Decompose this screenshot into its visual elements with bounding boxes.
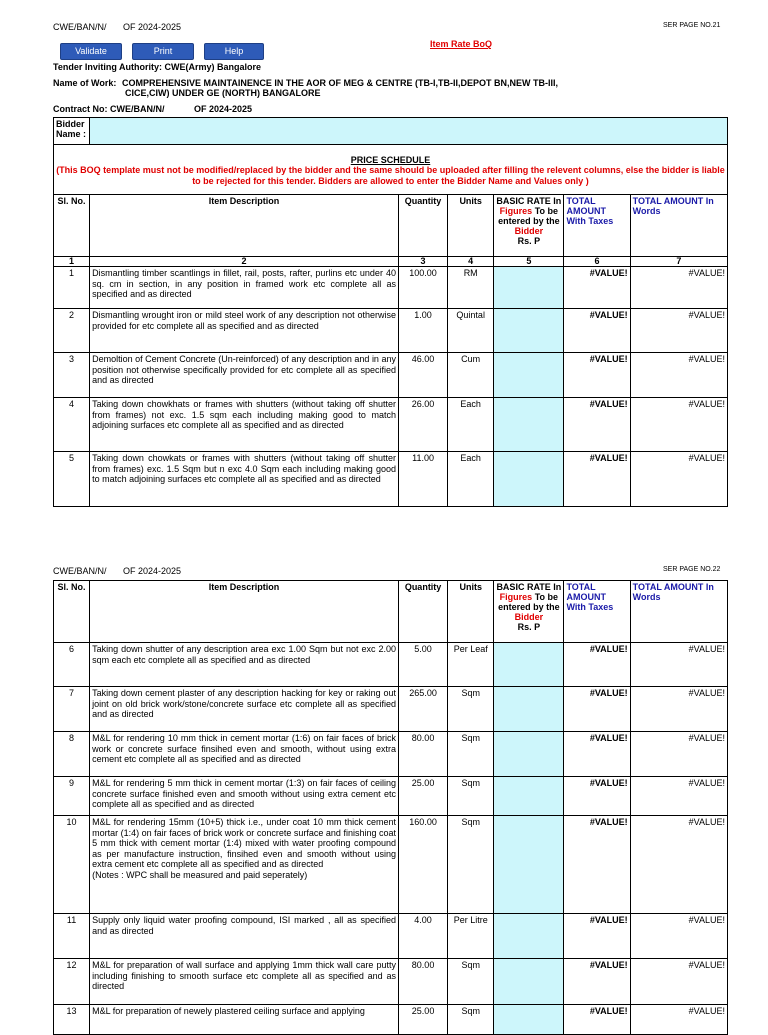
rate-input[interactable]: [494, 309, 564, 353]
units-cell: Per Leaf: [448, 643, 494, 687]
quantity-cell: 100.00: [398, 267, 447, 309]
ref-number-2: CWE/BAN/N/: [53, 566, 107, 576]
description-cell: Dismantling wrought iron or mild steel work of any description not otherwise provided for etc complete all as specified and as directed: [90, 309, 399, 353]
words-cell: #VALUE!: [630, 687, 727, 732]
sl-cell: 2: [54, 309, 90, 353]
ref-number: CWE/BAN/N/: [53, 22, 107, 32]
units-cell: Sqm: [448, 732, 494, 777]
units-cell: Per Litre: [448, 914, 494, 959]
sl-cell: 4: [54, 398, 90, 452]
description-cell: Dismantling timber scantlings in fillet, rail, posts, rafter, purlins etc under 40 sq. cm in section, in any position in framed work etc complete all as specified and as directed: [90, 267, 399, 309]
ref-year-2: OF 2024-2025: [123, 566, 182, 576]
description-cell: Supply only liquid water proofing compound, ISI marked , all as specified and as directed: [90, 914, 399, 959]
sl-cell: 6: [54, 643, 90, 687]
quantity-cell: 4.00: [399, 914, 448, 959]
bidder-name-input[interactable]: [90, 118, 728, 145]
sl-cell: 5: [54, 452, 90, 507]
contract-year: OF 2024-2025: [194, 104, 253, 114]
ref-year: OF 2024-2025: [123, 22, 182, 32]
ser-page: SER PAGE NO.21: [663, 22, 721, 29]
units-cell: Cum: [448, 353, 494, 398]
sl-cell: 10: [54, 816, 90, 914]
quantity-cell: 26.00: [398, 398, 447, 452]
sl-cell: 3: [54, 353, 90, 398]
words-cell: #VALUE!: [630, 353, 727, 398]
description-cell: M&L for rendering 15mm (10+5) thick i.e., under coat 10 mm thick cement mortar (1:4) on fair faces of brick work or concrete surface and finishing coat 5 mm thick with cement mortar (1:4) mixed with water proofing compound as per manufacture instruction, finsihed even and smooth without using extra cement etc complete all as specified and as directed (Notes : WPC shall be measured and paid seperately): [90, 816, 399, 914]
work-label: Name of Work:: [53, 78, 117, 88]
quantity-cell: 46.00: [398, 353, 447, 398]
units-cell: Sqm: [448, 687, 494, 732]
contract-label: Contract No: CWE/BAN/N/: [53, 104, 165, 114]
sl-cell: 9: [54, 777, 90, 816]
rate-input[interactable]: [494, 267, 564, 309]
sl-cell: 12: [54, 959, 90, 1005]
col-rate: BASIC RATE In Figures To be entered by the Bidder Rs. P: [494, 195, 564, 257]
rate-input[interactable]: [494, 914, 564, 959]
column-header-row: [54, 195, 728, 257]
print-button[interactable]: Print: [132, 43, 194, 60]
total-cell: #VALUE!: [564, 309, 630, 353]
quantity-cell: 25.00: [399, 1005, 448, 1035]
rate-input[interactable]: [494, 1005, 564, 1035]
col-number: 4: [448, 257, 494, 267]
table-row: [54, 777, 728, 816]
total-cell: #VALUE!: [564, 732, 630, 777]
rate-input[interactable]: [494, 777, 564, 816]
units-cell: Each: [448, 398, 494, 452]
quantity-cell: 80.00: [399, 732, 448, 777]
quantity-cell: 25.00: [399, 777, 448, 816]
words-cell: #VALUE!: [630, 732, 727, 777]
table-row: [54, 452, 728, 507]
sl-cell: 8: [54, 732, 90, 777]
words-cell: #VALUE!: [630, 777, 727, 816]
words-cell: #VALUE!: [630, 1005, 727, 1035]
table-row: [54, 267, 728, 309]
col-number: 7: [630, 257, 727, 267]
rate-input[interactable]: [494, 398, 564, 452]
description-cell: Taking down shutter of any description area exc 1.00 Sqm but not exc 2.00 sqm each etc complete all as specified and as directed: [90, 643, 399, 687]
words-cell: #VALUE!: [630, 643, 727, 687]
col-units: Units: [448, 195, 494, 257]
col-units: Units: [448, 581, 494, 643]
total-cell: #VALUE!: [564, 777, 630, 816]
col-qty: Quantity: [398, 195, 447, 257]
units-cell: Sqm: [448, 1005, 494, 1035]
sl-cell: 7: [54, 687, 90, 732]
boq-warning: (This BOQ template must not be modified/replaced by the bidder and the same should be uploaded after filling the relevent columns, else the bidder is liable to be rejected for this tender. Bidders are allowed to enter the Bidder Name and Values only ): [56, 165, 725, 186]
work-line-2: CICE,CIW) UNDER GE (NORTH) BANGALORE: [125, 88, 321, 98]
quantity-cell: 265.00: [399, 687, 448, 732]
words-cell: #VALUE!: [630, 309, 727, 353]
description-cell: Taking down cement plaster of any description hacking for key or raking out joint on old brick work/stone/concrete surface etc complete all as specified and as directed: [90, 687, 399, 732]
boq-table-1: [53, 117, 728, 507]
words-cell: #VALUE!: [630, 816, 727, 914]
total-cell: #VALUE!: [564, 267, 630, 309]
boq-table-2: [53, 580, 728, 1035]
rate-input[interactable]: [494, 643, 564, 687]
quantity-cell: 11.00: [398, 452, 447, 507]
description-cell: M&L for rendering 10 mm thick in cement mortar (1:6) on fair faces of brick work or concrete surface finsihed even and smooth, without using extra cement etc complete all as specified and as directed: [90, 732, 399, 777]
total-cell: #VALUE!: [564, 959, 630, 1005]
sl-cell: 13: [54, 1005, 90, 1035]
col-total: TOTAL AMOUNT With Taxes: [564, 195, 630, 257]
col-number: 6: [564, 257, 630, 267]
total-cell: #VALUE!: [564, 914, 630, 959]
table-row: [54, 732, 728, 777]
table-row: [54, 914, 728, 959]
description-cell: M&L for preparation of newely plastered ceiling surface and applying: [90, 1005, 399, 1035]
rate-input[interactable]: [494, 353, 564, 398]
units-cell: Each: [448, 452, 494, 507]
words-cell: #VALUE!: [630, 267, 727, 309]
table-row: [54, 643, 728, 687]
tender-authority: Tender Inviting Authority: CWE(Army) Bangalore: [53, 62, 262, 72]
words-cell: #VALUE!: [630, 452, 727, 507]
table-row: [54, 398, 728, 452]
col-number: 2: [90, 257, 399, 267]
table-row: [54, 687, 728, 732]
rate-input[interactable]: [494, 732, 564, 777]
sl-cell: 11: [54, 914, 90, 959]
total-cell: #VALUE!: [564, 398, 630, 452]
words-cell: #VALUE!: [630, 959, 727, 1005]
quantity-cell: 160.00: [399, 816, 448, 914]
col-number: 5: [494, 257, 564, 267]
validate-button[interactable]: Validate: [60, 43, 122, 60]
col-qty: Quantity: [399, 581, 448, 643]
description-cell: Taking down chowkats or frames with shutters (without taking off shutter from frames) exc. 1.5 Sqm but n exc 4.0 Sqm each including making good to match adjoining surfaces etc complete all as specified and as directed: [90, 452, 399, 507]
total-cell: #VALUE!: [564, 816, 630, 914]
units-cell: RM: [448, 267, 494, 309]
column-number-row: [54, 257, 728, 267]
total-cell: #VALUE!: [564, 353, 630, 398]
bidder-label: Bidder Name :: [54, 118, 90, 145]
table-row: [54, 353, 728, 398]
table-row: [54, 1005, 728, 1035]
sl-cell: 1: [54, 267, 90, 309]
work-line-1: COMPREHENSIVE MAINTAINENCE IN THE AOR OF MEG & CENTRE (TB-I,TB-II,DEPOT BN,NEW TB-III,: [122, 78, 558, 88]
col-sl: Sl. No.: [54, 581, 90, 643]
total-cell: #VALUE!: [564, 1005, 630, 1035]
total-cell: #VALUE!: [564, 687, 630, 732]
ser-page-2: SER PAGE NO.22: [663, 566, 721, 573]
col-number: 1: [54, 257, 90, 267]
units-cell: Sqm: [448, 777, 494, 816]
price-schedule-title: PRICE SCHEDULE: [350, 155, 431, 165]
rate-input[interactable]: [494, 687, 564, 732]
total-cell: #VALUE!: [564, 452, 630, 507]
table-row: [54, 959, 728, 1005]
rate-input[interactable]: [494, 959, 564, 1005]
col-rate: BASIC RATE In Figures To be entered by the Bidder Rs. P: [494, 581, 564, 643]
rate-input[interactable]: [494, 452, 564, 507]
description-cell: Taking down chowkhats or frames with shutters (without taking off shutter from frames) not exc. 1.5 sqm each including making good to match adjoining surfaces etc complete all as specified and as directed: [90, 398, 399, 452]
help-button[interactable]: Help: [204, 43, 264, 60]
units-cell: Sqm: [448, 816, 494, 914]
words-cell: #VALUE!: [630, 914, 727, 959]
col-desc: Item Description: [90, 195, 399, 257]
units-cell: Sqm: [448, 959, 494, 1005]
rate-input[interactable]: [494, 816, 564, 914]
col-desc: Item Description: [90, 581, 399, 643]
quantity-cell: 5.00: [399, 643, 448, 687]
quantity-cell: 80.00: [399, 959, 448, 1005]
col-words: TOTAL AMOUNT In Words: [630, 195, 727, 257]
words-cell: #VALUE!: [630, 398, 727, 452]
units-cell: Quintal: [448, 309, 494, 353]
column-header-row-2: [54, 581, 728, 643]
col-sl: Sl. No.: [54, 195, 90, 257]
col-number: 3: [398, 257, 447, 267]
description-cell: M&L for preparation of wall surface and applying 1mm thick wall care putty including finishing to smooth surface etc complete all as specified and as directed: [90, 959, 399, 1005]
description-cell: Demoltion of Cement Concrete (Un-reinforced) of any description and in any position not otherwise specifically provided for etc complete all as specified and as directed: [90, 353, 399, 398]
table-row: [54, 816, 728, 914]
col-words: TOTAL AMOUNT In Words: [630, 581, 727, 643]
quantity-cell: 1.00: [398, 309, 447, 353]
table-row: [54, 309, 728, 353]
col-total: TOTAL AMOUNT With Taxes: [564, 581, 630, 643]
boq-title: Item Rate BoQ: [430, 39, 493, 49]
total-cell: #VALUE!: [564, 643, 630, 687]
description-cell: M&L for rendering 5 mm thick in cement mortar (1:3) on fair faces of ceiling concrete surface finished even and smooth without using extra cement etc complete all as specified and as directed: [90, 777, 399, 816]
